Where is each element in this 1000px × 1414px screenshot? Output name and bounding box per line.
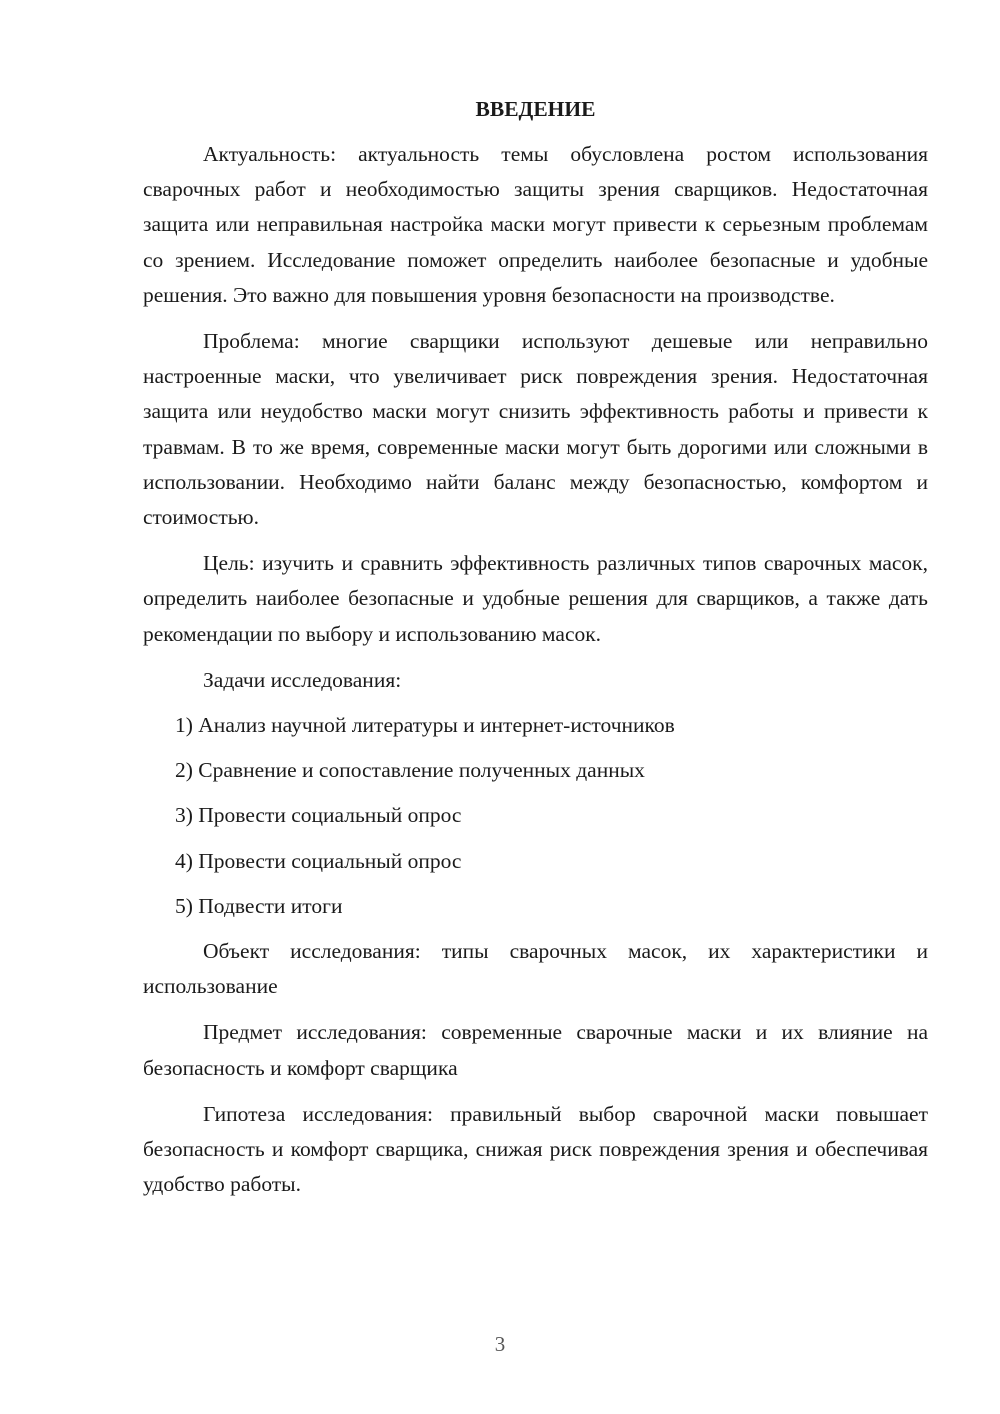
task-item: 4) Провести социальный опрос: [175, 848, 462, 873]
paragraph-hypothesis: Гипотеза исследования: правильный выбор сварочной маски повышает безопасность и комфорт сварщика, снижая риск повреждения зрения и обеспечивая удобство работы.: [143, 1101, 928, 1197]
paragraph-goal: Цель: изучить и сравнить эффективность различных типов сварочных масок, определить наиболее безопасные и удобные решения для сварщиков, а также дать рекомендации по выбору и использованию масок.: [143, 551, 928, 646]
paragraph-subject: Предмет исследования: современные сварочные маски и их влияние на безопасность и комфорт сварщика: [143, 1020, 928, 1080]
page-title: ВВЕДЕНИЕ: [475, 97, 596, 121]
paragraph-object: Объект исследования: типы сварочных масок, их характеристики и использование: [143, 939, 928, 999]
task-item: 3) Провести социальный опрос: [175, 803, 462, 828]
document-page: [143, 92, 928, 1213]
task-item: 5) Подвести итоги: [175, 893, 343, 918]
task-list: [143, 708, 928, 924]
task-item: 2) Сравнение и сопоставление полученных данных: [175, 758, 645, 783]
tasks-heading: Задачи исследования:: [203, 667, 402, 692]
task-item: 1) Анализ научной литературы и интернет-источников: [175, 713, 675, 738]
paragraph-problem: Проблема: многие сварщики используют дешевые или неправильно настроенные маски, что увеличивает риск повреждения зрения. Недостаточная защита или неудобство маски могут снизить эффективность работы и привести к травмам. В то же время, современные маски могут быть дорогими или сложными в использовании. Необходимо найти баланс между безопасностью, комфортом и стоимостью.: [143, 329, 928, 530]
paragraph-relevance: Актуальность: актуальность темы обусловлена ростом использования сварочных работ и необходимостью защиты зрения сварщиков. Недостаточная защита или неправильная настройка маски могут привести к серьезным проблемам со зрением. Исследование поможет определить наиболее безопасные и удобные решения. Это важно для повышения уровня безопасности на производстве.: [143, 142, 928, 307]
page-number: 3: [494, 1332, 506, 1356]
